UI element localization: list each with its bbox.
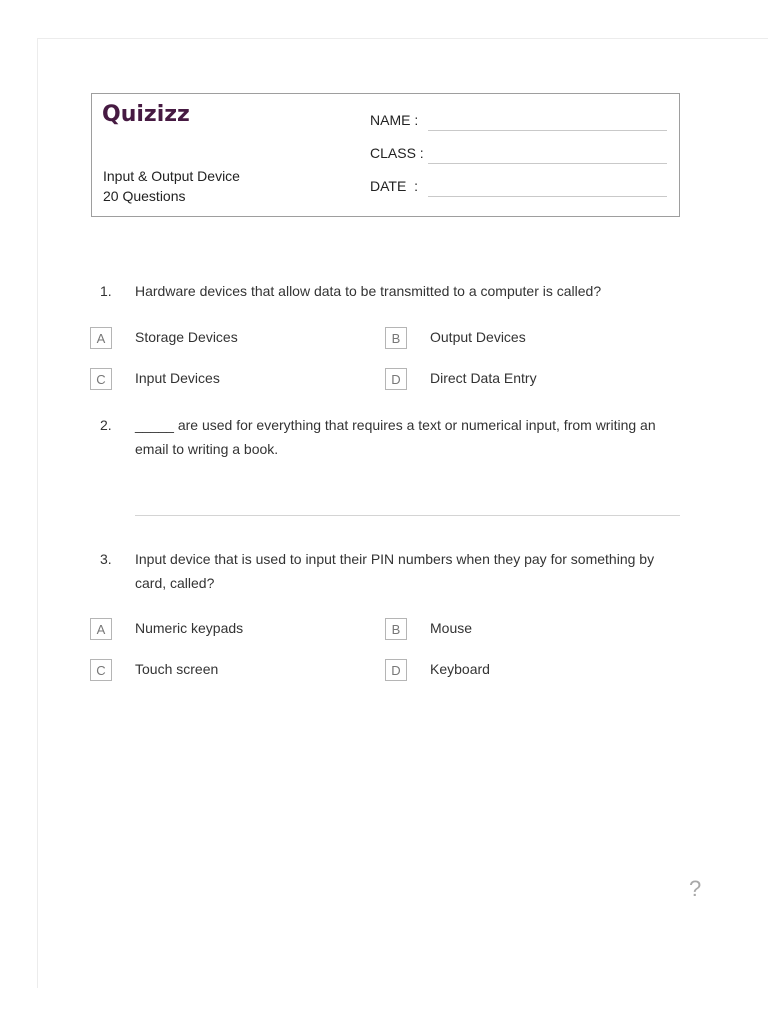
quizizz-logo: Quizizz xyxy=(102,102,190,127)
question-count: 20 Questions xyxy=(103,188,186,204)
option-text: Touch screen xyxy=(135,661,219,677)
question-number: 2. xyxy=(100,417,112,433)
question-text: Hardware devices that allow data to be transmitted to a computer is called? xyxy=(135,283,602,299)
class-line xyxy=(428,163,667,164)
class-field[interactable] xyxy=(370,145,667,167)
option-text: Input Devices xyxy=(135,370,220,386)
name-field[interactable] xyxy=(370,112,667,134)
option-text: Keyboard xyxy=(430,661,490,677)
option-text: Output Devices xyxy=(430,329,526,345)
q2-answer-line[interactable] xyxy=(135,515,680,516)
option-letter: C xyxy=(90,659,112,681)
question-number: 3. xyxy=(100,551,112,567)
date-field[interactable] xyxy=(370,178,667,200)
option-text: Storage Devices xyxy=(135,329,238,345)
question-text: Input device that is used to input their PIN numbers when they pay for something by card, called? xyxy=(135,551,655,591)
option-text: Numeric keypads xyxy=(135,620,244,636)
option-letter: C xyxy=(90,368,112,390)
option-text: Mouse xyxy=(430,620,473,636)
option-text: Direct Data Entry xyxy=(430,370,537,386)
question-text: _____ are used for everything that requires a text or numerical input, from writing an email to writing a book. xyxy=(135,417,656,457)
name-line xyxy=(428,130,667,131)
date-label: DATE : xyxy=(370,178,418,194)
option-letter: B xyxy=(385,618,407,640)
worksheet-header xyxy=(91,93,680,217)
name-label: NAME : xyxy=(370,112,419,128)
option-letter: D xyxy=(385,368,407,390)
quiz-title: Input & Output Device xyxy=(103,168,240,184)
option-letter: B xyxy=(385,327,407,349)
date-line xyxy=(428,196,667,197)
option-letter: D xyxy=(385,659,407,681)
class-label: CLASS : xyxy=(370,145,424,161)
question-number: 1. xyxy=(100,283,112,299)
option-letter: A xyxy=(90,327,112,349)
help-icon[interactable]: ? xyxy=(689,876,702,901)
option-letter: A xyxy=(90,618,112,640)
